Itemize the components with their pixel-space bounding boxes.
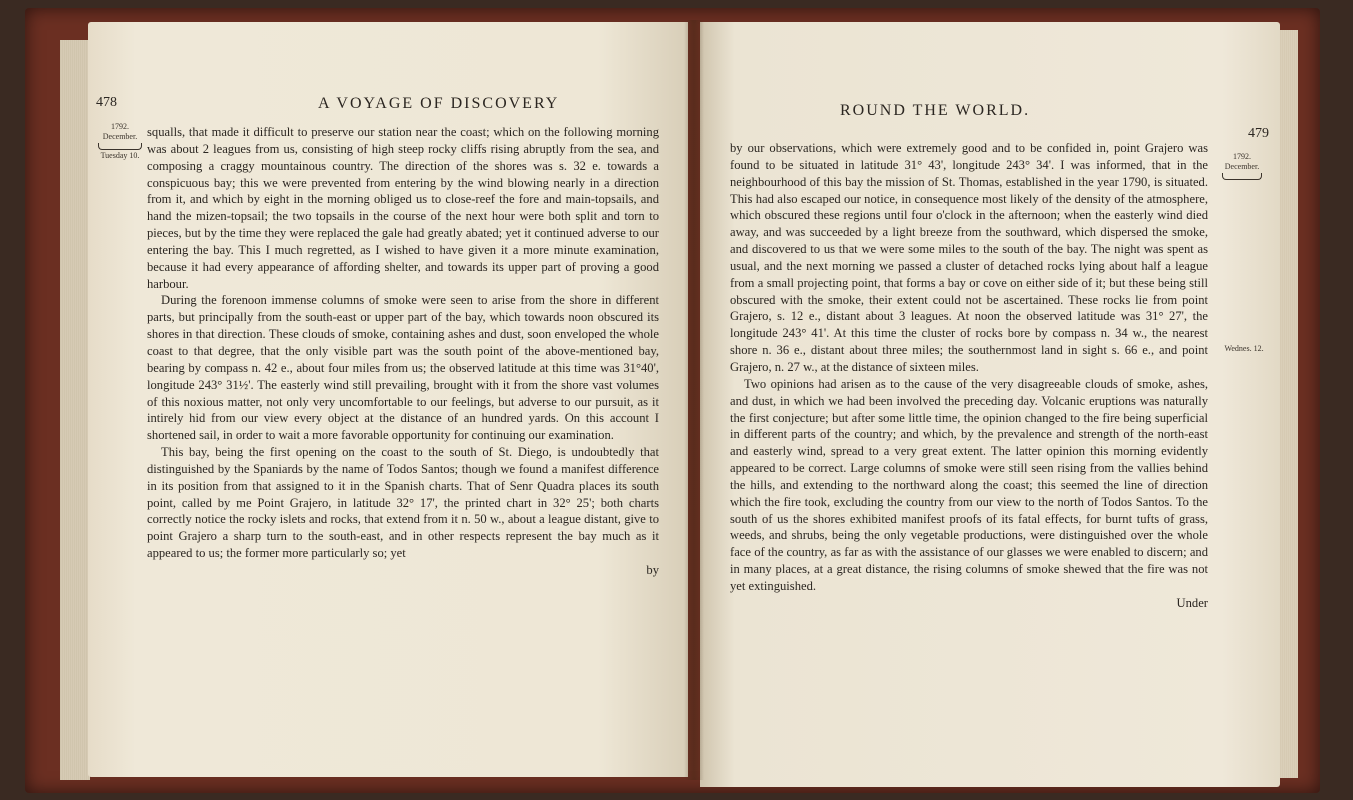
left-page-edges [60,40,90,780]
left-margin-month: December. [102,132,138,141]
right-margin-month: December. [1224,162,1260,171]
right-page-edges [1278,30,1298,778]
left-catchword: by [646,562,659,577]
left-body-text [147,124,659,579]
right-margin-note [1220,152,1264,181]
left-margin-date: Tuesday 10. [100,151,140,160]
book-gutter [684,20,704,780]
left-paragraph: During the forenoon immense columns of smoke were seen to arise from the shore in different parts, but principally from the south-east or upper part of the bay, which towards noon obscured its shores in that direction. These clouds of smoke, containing ashes and dust, soon enveloped the whole coast to that degree, that the only visible part was the south point of the above-mentioned bay, bearing by compass n. 42 e., about four miles from us; the observed latitude at this time was 31°40', longitude 243° 31½'. The easterly wind still prevailing, brought with it from the shore vast volumes of this noxious matter, not only very uncomfortable to our feelings, but adverse to our pursuit, as it intirely hid from our view every object at the distance of an hundred yards. On this account I shortened sail, in order to wait a more favorable opportunity for continuing our examination. [147,293,659,443]
right-page-number: 479 [1248,126,1269,141]
left-running-head: A VOYAGE OF DISCOVERY [318,95,560,112]
left-page [88,22,688,777]
right-running-head: ROUND THE WORLD. [840,102,1031,119]
left-paragraph: This bay, being the first opening on the coast to the south of St. Diego, is undoubtedly that distinguished by the Spaniards by the name of Todos Santos; though we found a manifest difference in its position from that assigned to it in the Spanish charts. That of Senr Quadra places its south point, called by me Point Grajero, in latitude 32° 17', the printed chart in 32° 25'; both charts correctly notice the rocky islets and rocks, that extend from it n. 50 w., about a league distant, give to point Grajero a sharp turn to the south-east, and in other respects represent the bay much as it appeared to us; the former more particularly so; yet [147,445,659,561]
right-page [700,22,1280,787]
right-paragraph: Two opinions had arisen as to the cause of the very disagreeable clouds of smoke, ashes, and dust, in which we had been involved the preceding day. Volcanic eruptions was naturally the first conjecture; but after some little time, the opinion changed to the fire being superficial in different parts of the country; and which, by the prevalence and strength of the north-east and easterly wind, spread to a very great extent. The latter opinion this morning evidently appeared to be correct. Large columns of smoke were still seen rising from the vallies behind the hills, and extending to the northward along the coast; this seemed the line of direction which the fire took, excluding the country from our view to the north of Todos Santos. To the south of us the shores exhibited manifest proofs of its fatal effects, for burnt tufts of grass, weeds, and shrubs, being the only vegetable productions, were distinguished over the whole face of the country, as far as with the assistance of our glasses we were enabled to discern; and in many places, at a great distance, the rising columns of smoke shewed that the fire was not yet extinguished. [730,376,1208,593]
right-paragraph: by our observations, which were extremely good and to be confided in, point Grajero was found to be situated in latitude 31° 43', longitude 243° 34'. I was informed, that in the neighbourhood of this bay the mission of St. Thomas, established in the year 1790, is situated. This had also escaped our notice, in consequence most likely of the density of the atmosphere, which obscured these regions until four o'clock in the afternoon; when the easterly wind died away, and was succeeded by a light breeze from the southward, which dispersed the smoke, and discovered to us that we were some miles to the south of the bay. The night was spent as usual, and the next morning we passed a cluster of detached rocks lying about half a league from a small projecting point, that forms a bay or cove on either side of it; but these being still obscured with the smoke, their extent could not be ascertained. These rocks lie from point Grajero, s. 12 e., distant about 3 leagues. At noon the observed latitude was 31° 27', the longitude 243° 41'. At this time the cluster of rocks bore by compass n. 34 w., the nearest shore n. 36 e., distant about three miles; the southernmost land in sight s. 66 e., and point Grajero, n. 27 w., at the distance of sixteen miles. [730,141,1208,374]
right-body-text [730,140,1208,612]
left-page-number: 478 [96,95,117,110]
left-paragraph: squalls, that made it difficult to preserve our station near the coast; which on the following morning was about 2 leagues from us, consisting of high steep rocky cliffs rising abruptly from the sea, and composing a craggy mountainous country. The direction of the shores was s. 32 e. towards a conspicuous bay; this we were prevented from entering by the wind blowing nearly in a direction from it, and which by eight in the morning obliged us to close-reef the fore and main-topsails, and hand the mizen-topsail; the two topsails in the course of the next hour were both split and torn to pieces, but by the time they were replaced the gale had greatly abated; yet it continued adverse to our entering the bay. This I much regretted, as I wished to have given it a more minute examination, because it had every appearance of affording shelter, and towards its upper part of proving a good harbour. [147,125,659,291]
right-margin-brace [1222,173,1262,180]
left-margin-note [96,122,144,161]
right-margin-date: Wednes. 12. [1224,344,1264,353]
left-margin-brace [98,143,142,150]
left-margin-year: 1792. [111,122,129,131]
right-catchword: Under [1176,595,1208,610]
right-margin-year: 1792. [1233,152,1251,161]
